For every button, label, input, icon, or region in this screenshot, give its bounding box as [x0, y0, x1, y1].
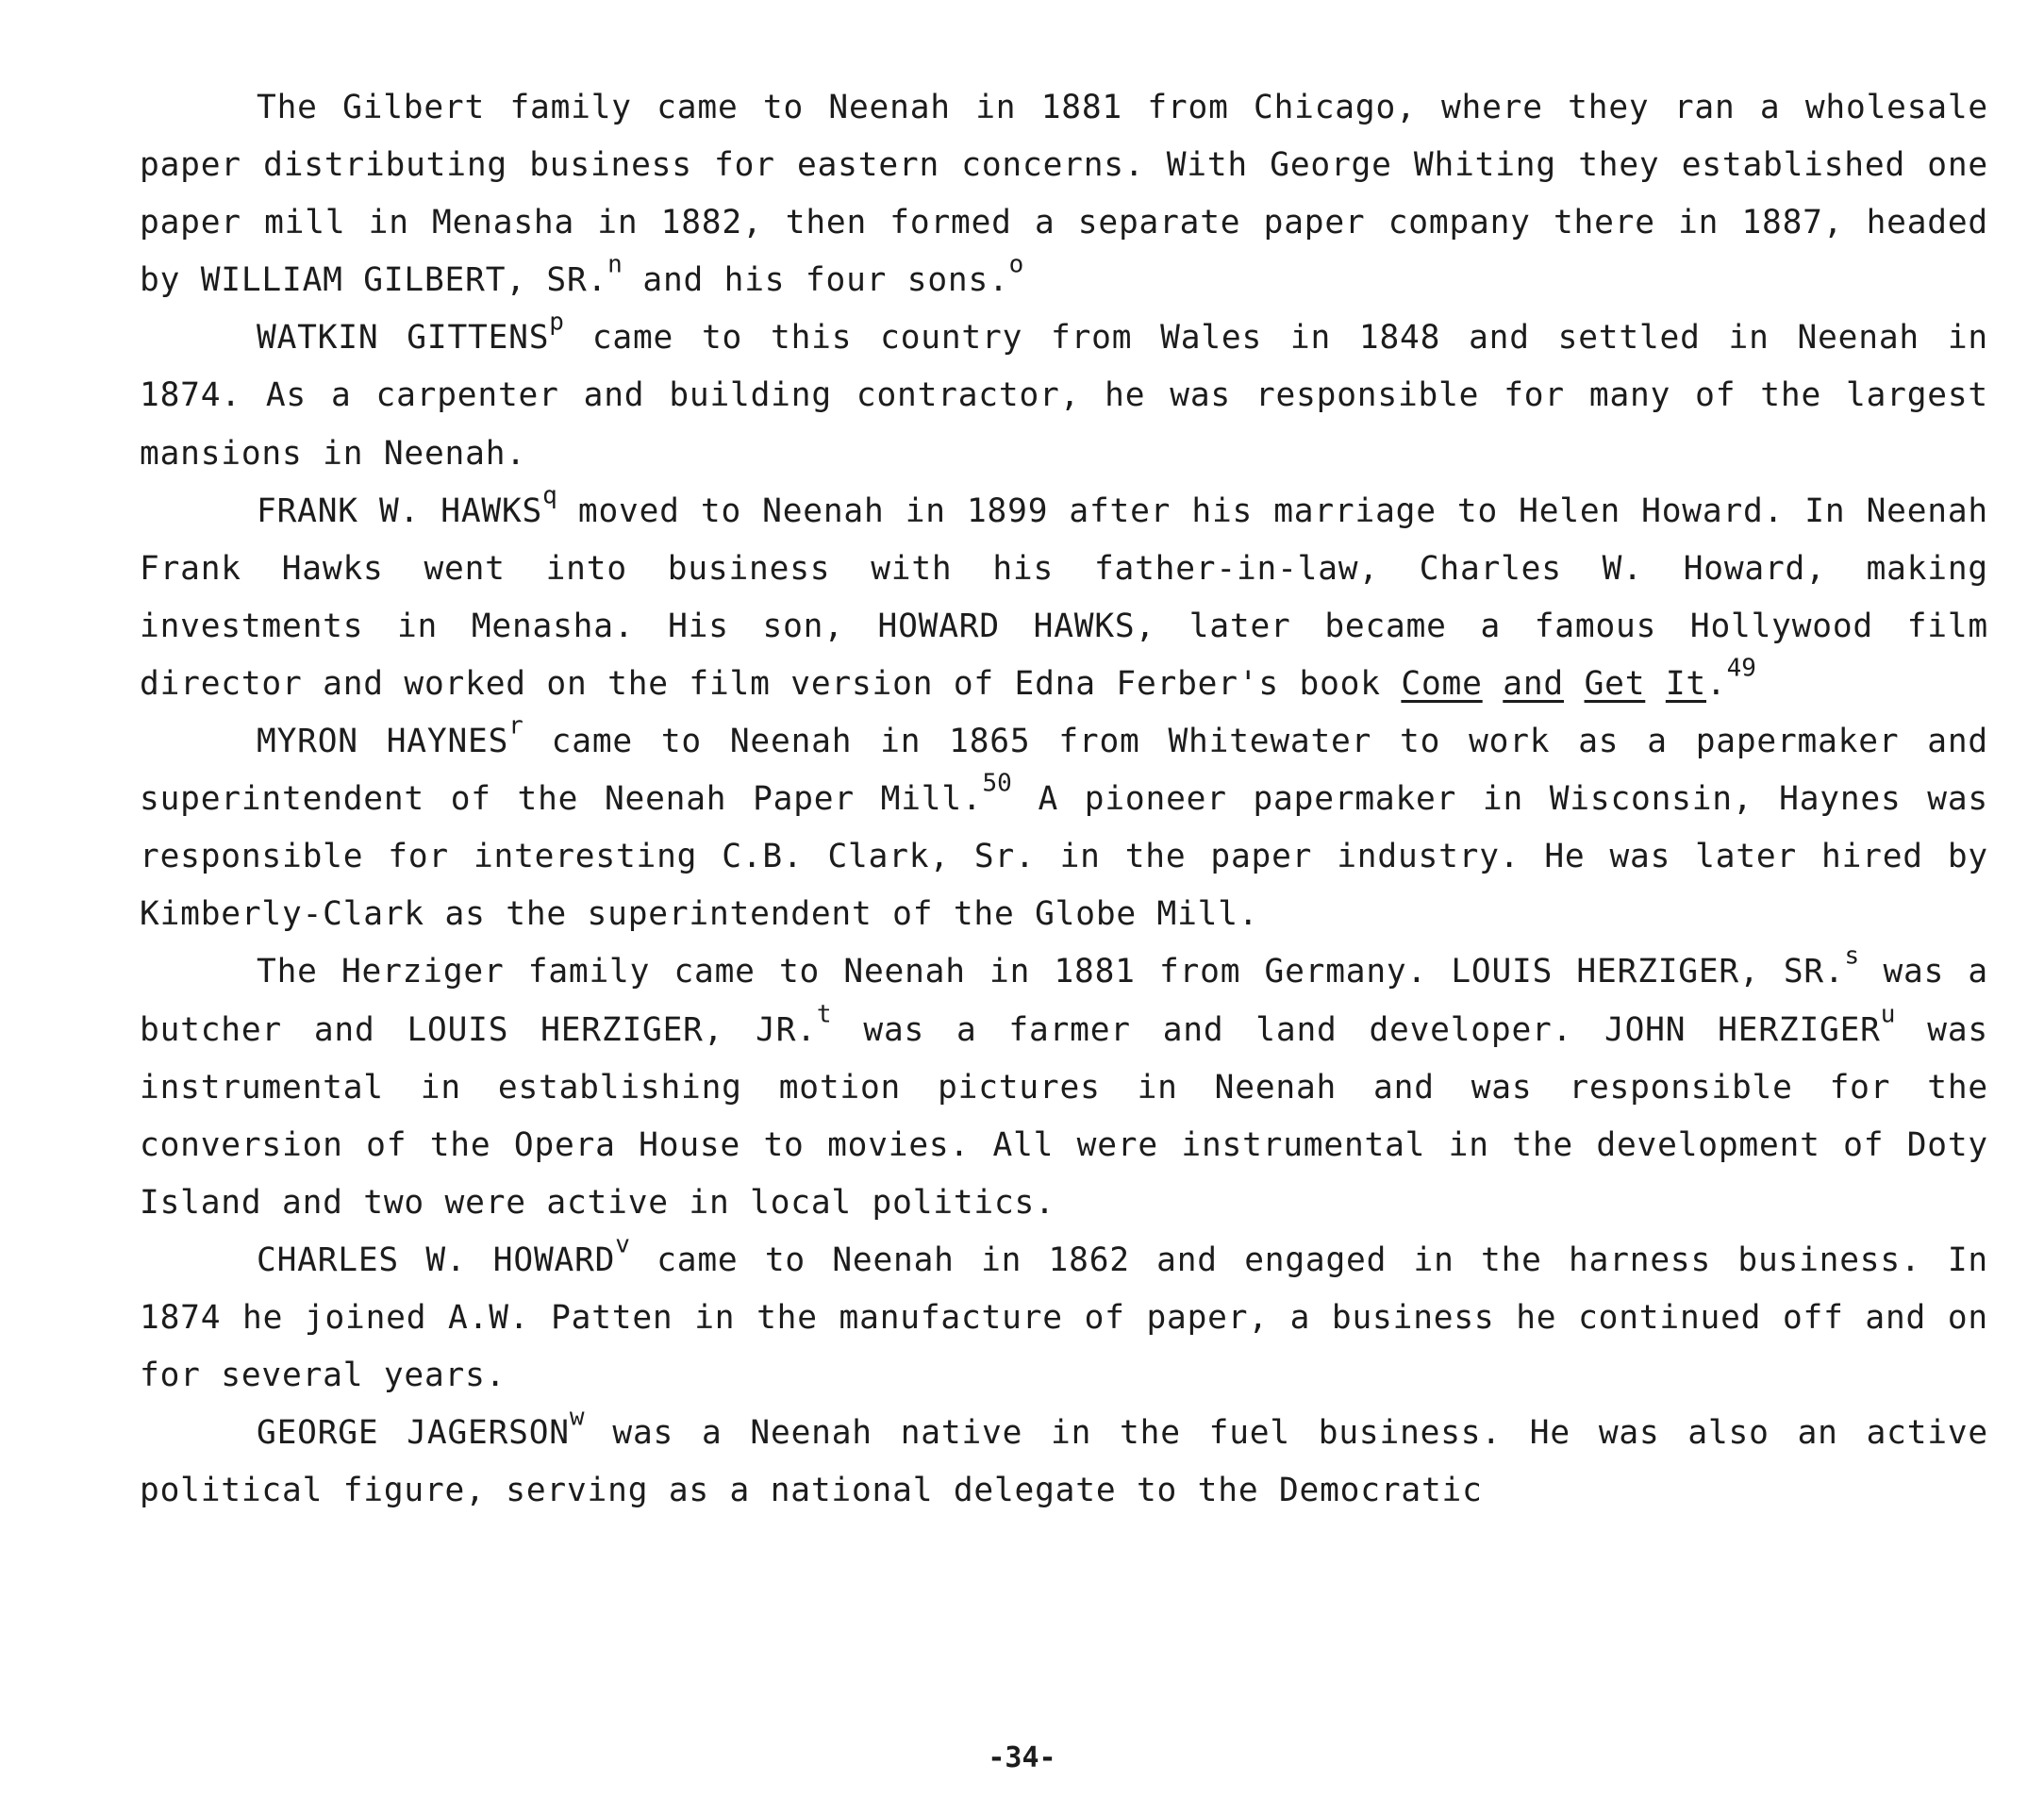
footnote-marker: t [816, 1000, 832, 1028]
footnote-marker: o [1008, 250, 1024, 279]
paragraph-text: came to this country from Wales in 1848 and settled in Neenah in 1874. As a carpenter and building contractor, he was responsible for many of the largest mansions in Neenah. [140, 319, 1988, 473]
book-title-word: It [1665, 664, 1707, 703]
paragraph-text: was a Neenah native in the fuel business. He was also an active political figure, serving as a national delegate to the Democratic [140, 1414, 1989, 1510]
paragraph-text: was a butcher and LOUIS HERZIGER, JR. [140, 953, 1988, 1049]
paragraph-jagerson [140, 1405, 1988, 1520]
paragraph-text: . [1706, 664, 1727, 703]
paragraph-haynes [140, 713, 1988, 943]
book-title-word: and [1503, 664, 1564, 703]
paragraph-text: and his four sons. [622, 261, 1009, 300]
page-body [140, 79, 1988, 1520]
person-name: WATKIN GITTENS [257, 319, 550, 358]
paragraph-text: was a farmer and land developer. JOHN HERZIGER [831, 1010, 1881, 1049]
footnote-marker: v [615, 1230, 630, 1259]
person-name: FRANK W. HAWKS [257, 491, 543, 530]
footnote-marker: p [549, 308, 564, 337]
paragraph-howard [140, 1232, 1988, 1405]
footnote-marker: u [1880, 1000, 1896, 1028]
footnote-marker: s [1844, 941, 1860, 971]
footnote-marker: n [607, 250, 623, 279]
paragraph-text: was instrumental in establishing motion pictures in Neenah and was responsible for the conversion of the Opera House to movies. All were instrumental in the development of Doty Island and two were active in local politics. [140, 1010, 1988, 1222]
footnote-number: 50 [982, 769, 1012, 798]
paragraph-text: A pioneer papermaker in Wisconsin, Haynes was responsible for interesting C.B. Clark, Sr. in the paper industry. He was later hired by Kimberly-Clark as the superintendent of the Globe Mill. [140, 780, 1988, 934]
paragraph-text: The Herziger family came to Neenah in 1881 from Germany. LOUIS HERZIGER, SR. [257, 953, 1845, 991]
person-name: MYRON HAYNES [257, 723, 509, 761]
paragraph-gilbert [140, 79, 1988, 309]
book-title-word: Get [1584, 664, 1646, 703]
paragraph-text: The Gilbert family came to Neenah in 1881 from Chicago, where they ran a wholesale paper distributing business for eastern concerns. With George Whiting they established one paper mill in Menasha in 1882, then formed a separate paper company there in 1887, headed by WILLIAM GILBERT, SR. [140, 89, 1988, 300]
paragraph-hawks [140, 483, 1988, 713]
footnote-marker: r [508, 711, 523, 741]
footnote-number: 49 [1726, 654, 1756, 683]
paragraph-herziger [140, 943, 1988, 1231]
person-name: CHARLES W. HOWARD [257, 1240, 616, 1279]
person-name: GEORGE JAGERSON [257, 1414, 570, 1453]
paragraph-text: moved to Neenah in 1899 after his marriage to Helen Howard. In Neenah Frank Hawks went into business with his father-in-law, Charles W. Howard, making investments in Menasha. His son, HOWARD HAWKS, later became a famous Hollywood film director and worked on the film version of Edna Ferber's book [140, 491, 1988, 703]
page-number: -34- [988, 1741, 1056, 1774]
book-title-word: Come [1401, 664, 1483, 703]
paragraph-text: came to Neenah in 1862 and engaged in the harness business. In 1874 he joined A.W. Patten in the manufacture of paper, a business he continued off and on for several years. [140, 1240, 1988, 1395]
footnote-marker: w [569, 1403, 585, 1432]
paragraph-gittens [140, 309, 1988, 482]
footnote-marker: q [542, 481, 557, 510]
paragraph-text: came to Neenah in 1865 from Whitewater to work as a papermaker and superintendent of the Neenah Paper Mill. [140, 723, 1988, 819]
